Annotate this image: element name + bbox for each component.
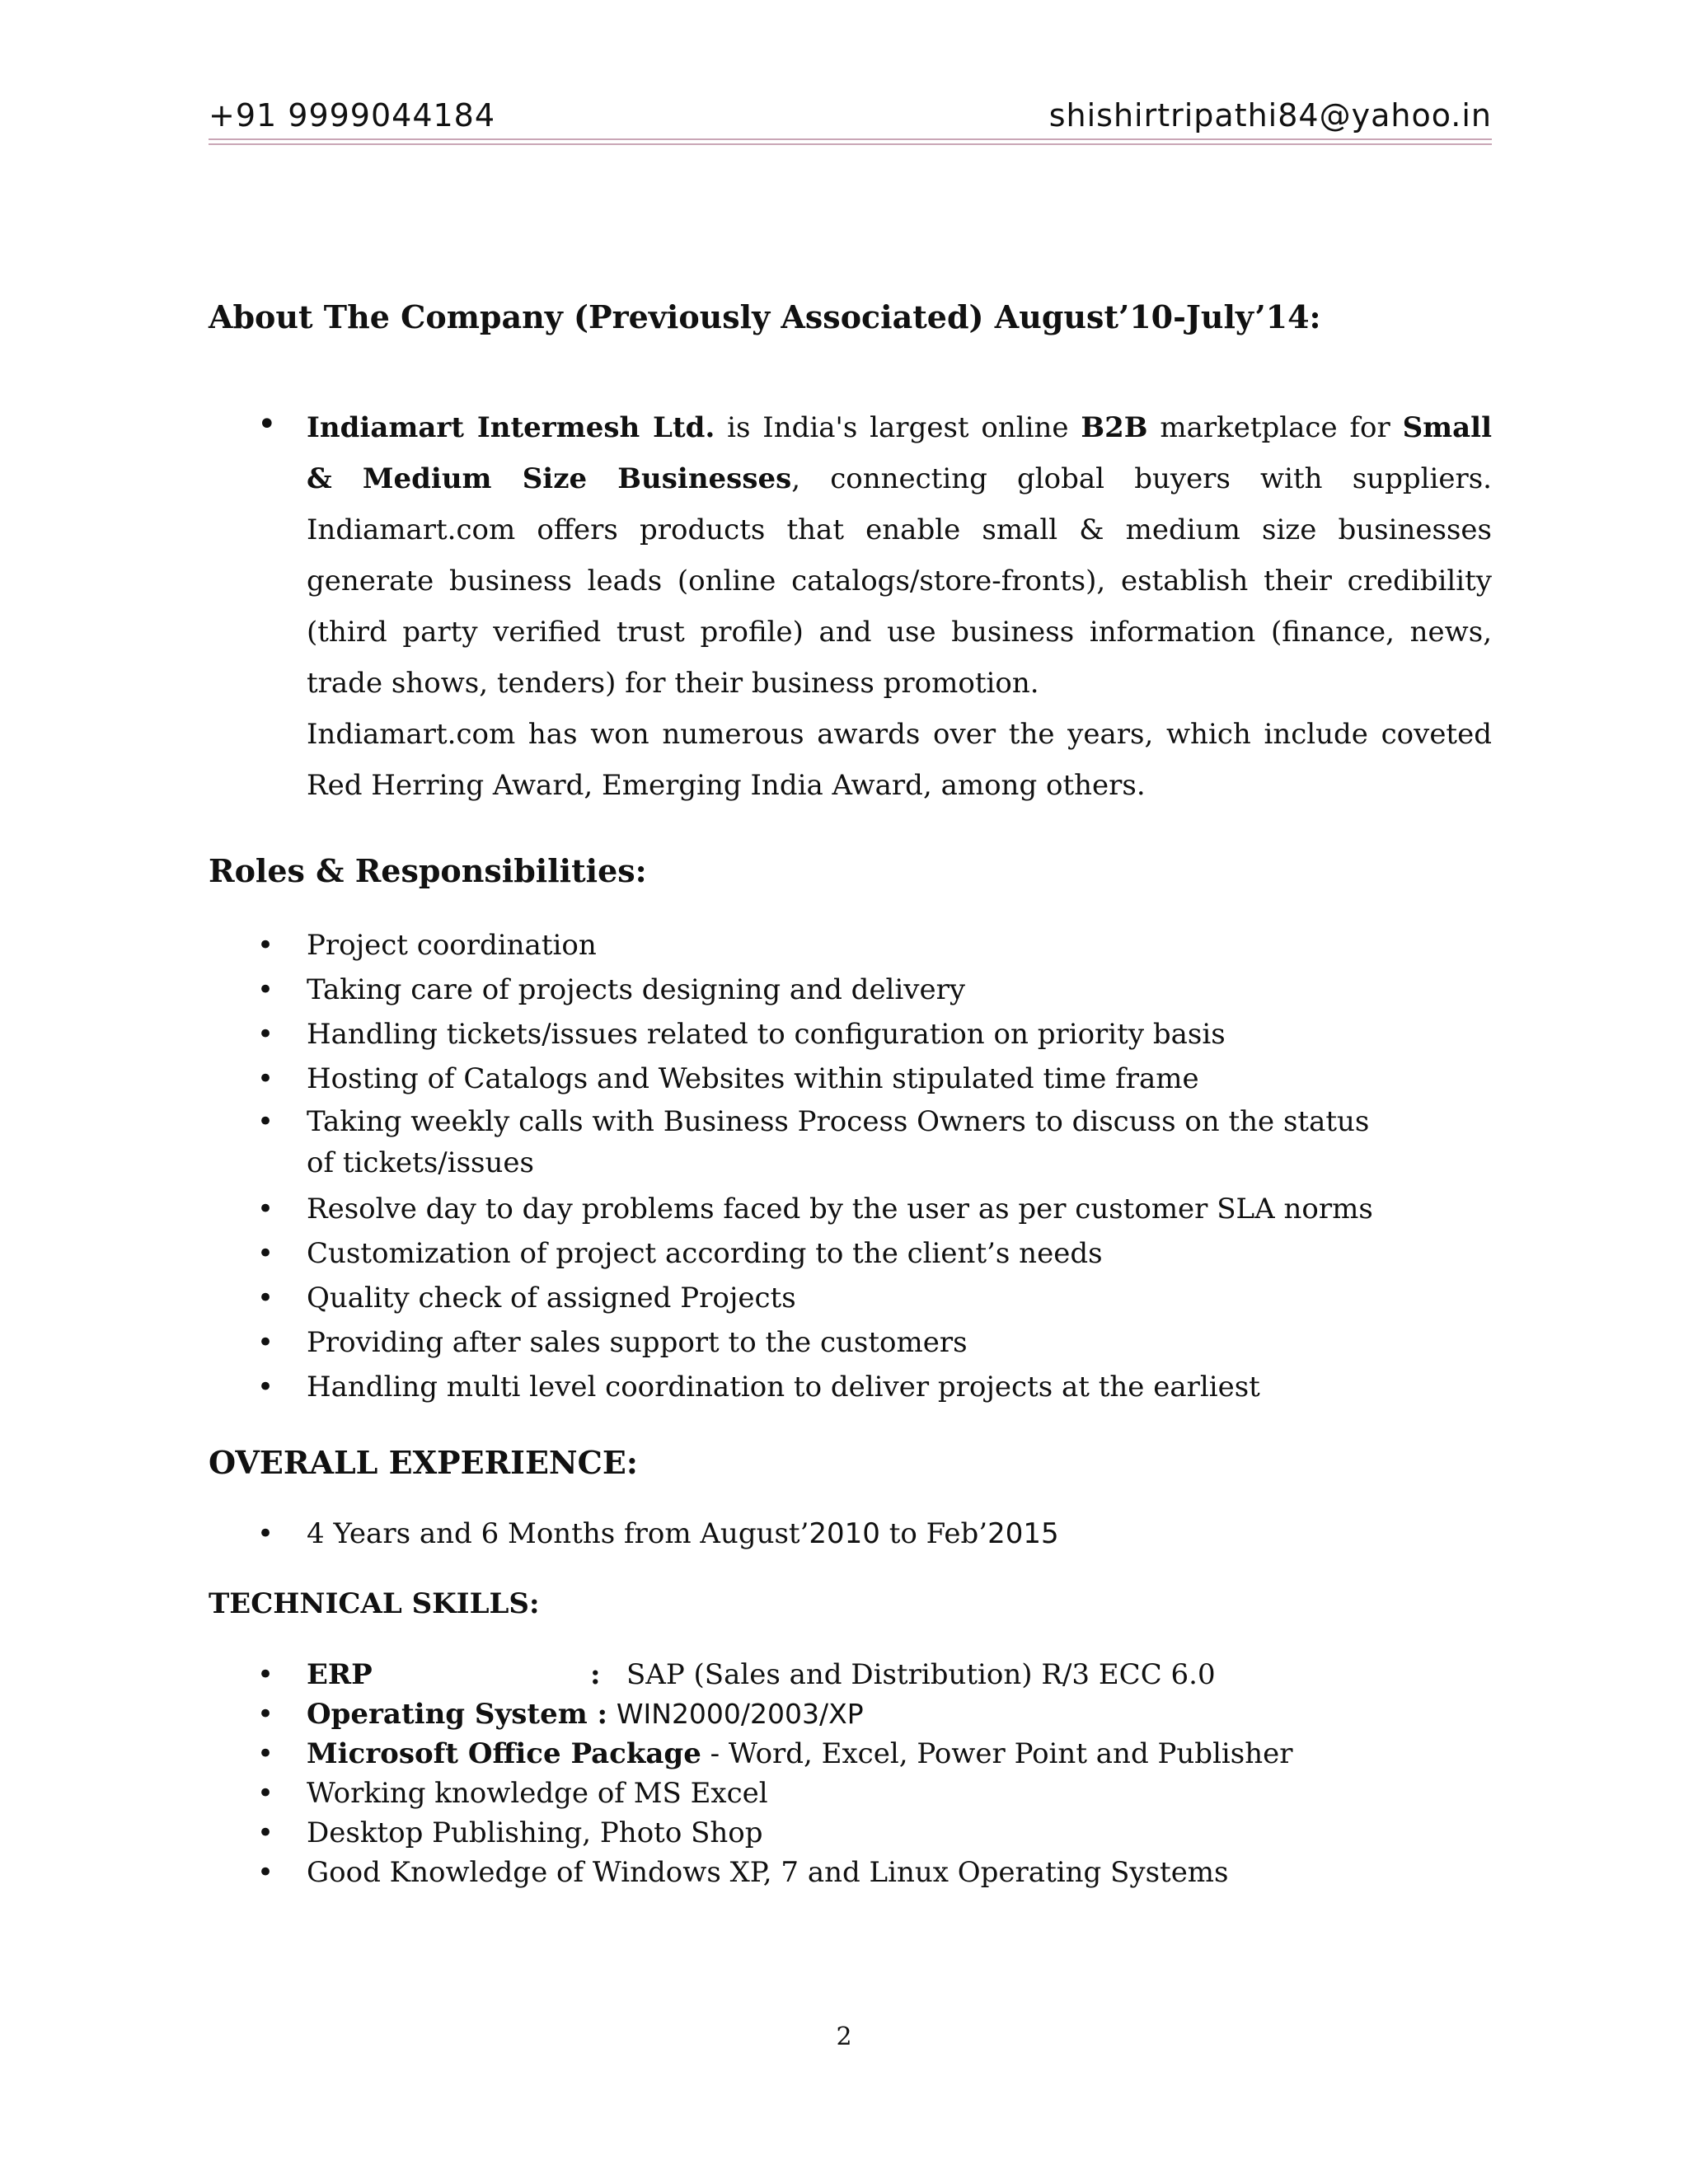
phone-number: +91 9999044184: [209, 97, 496, 134]
erp-value: SAP (Sales and Distribution) R/3 ECC 6.0: [626, 1658, 1216, 1691]
about-description: Indiamart Intermesh Ltd. is India's largest online B2B marketplace for Small & Medium Size Businesses, connecting global buyers with suppliers. Indiamart.com offers products that enable small & medium size businesses generate business leads (online catalogs/store-fronts), establish their credibility (third party verified trust profile) and use business information (finance, news, trade shows, tenders) for their business promotion.: [307, 411, 1492, 700]
b2b-term: B2B: [1081, 411, 1148, 444]
skills-list: [0, 1655, 1444, 1892]
email-address: shishirtripathi84@yahoo.in: [1048, 97, 1492, 134]
experience-list: [0, 1511, 1444, 1556]
sme-term: Small & Medium Size Businesses: [307, 411, 1492, 495]
erp-label: ERP: [307, 1658, 373, 1691]
list-item: • Hosting of Catalogs and Websites within stipulated time frame: [257, 1062, 1199, 1095]
list-item: • Taking weekly calls with Business Process Owners to discuss on the status of tickets/issues: [257, 1105, 1370, 1179]
list-item: • Good Knowledge of Windows XP, 7 and Linux Operating Systems: [257, 1856, 1229, 1889]
list-item: • Resolve day to day problems faced by the user as per customer SLA norms: [257, 1193, 1373, 1226]
list-item: • Customization of project according to the client’s needs: [257, 1237, 1103, 1270]
list-item: • Project coordination: [257, 929, 597, 962]
experience-heading: OVERALL EXPERIENCE:: [209, 1444, 638, 1481]
list-item: • ERP : SAP (Sales and Distribution) R/3 ECC 6.0: [0, 1655, 1444, 1694]
list-item: • Handling multi level coordination to deliver projects at the earliest: [257, 1371, 1260, 1404]
header-rule-bottom: [209, 143, 1492, 145]
roles-heading: Roles & Responsibilities:: [209, 852, 647, 889]
list-item: • Working knowledge of MS Excel: [257, 1777, 768, 1810]
page-header: [209, 97, 1492, 140]
list-item: • Operating System : WIN2000/2003/XP: [257, 1698, 864, 1731]
skills-heading: TECHNICAL SKILLS:: [209, 1587, 540, 1620]
os-value: WIN2000/2003/XP: [616, 1698, 864, 1730]
list-item: • Quality check of assigned Projects: [257, 1282, 796, 1315]
list-item: • Handling tickets/issues related to configuration on priority basis: [257, 1018, 1226, 1051]
about-awards: Indiamart.com has won numerous awards over the years, which include coveted Red Herring Award, Emerging India Award, among others.: [307, 718, 1492, 802]
page-number: 2: [836, 2022, 852, 2051]
about-bullet: •: [257, 405, 277, 443]
roles-list: [0, 923, 1444, 1409]
list-item: • Taking care of projects designing and delivery: [257, 973, 966, 1006]
header-rule-top: [209, 138, 1492, 140]
office-label: Microsoft Office Package: [307, 1737, 701, 1770]
about-heading: About The Company (Previously Associated) August’10-July’14:: [209, 298, 1321, 335]
company-name: Indiamart Intermesh Ltd.: [307, 411, 715, 444]
list-item: • Providing after sales support to the customers: [257, 1326, 968, 1359]
office-value: - Word, Excel, Power Point and Publisher: [701, 1737, 1293, 1770]
about-paragraph: [307, 402, 1492, 811]
list-item: • 4 Years and 6 Months from August’2010 to Feb’2015: [257, 1517, 1059, 1550]
list-item: • Microsoft Office Package - Word, Excel, Power Point and Publisher: [257, 1737, 1293, 1770]
list-item: • Desktop Publishing, Photo Shop: [257, 1816, 763, 1849]
os-label: Operating System :: [307, 1698, 608, 1731]
